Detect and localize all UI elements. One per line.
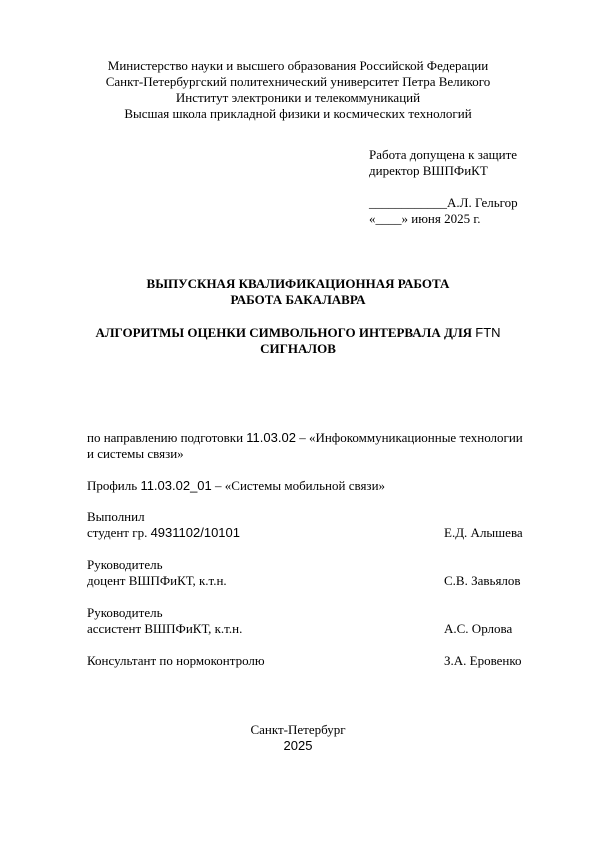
student-position [87, 525, 240, 541]
school-line: Высшая школа прикладной физики и космических технологий [124, 106, 472, 121]
thesis-title-ftn: FTN [475, 325, 501, 340]
supervisor2-position: ассистент ВШПФиКТ, к.т.н. [87, 621, 243, 636]
normcontrol-name: З.А. Еровенко [444, 653, 522, 668]
thesis-title-line2: СИГНАЛОВ [260, 341, 336, 356]
footer-city: Санкт-Петербург [250, 722, 346, 737]
direction-line2: и системы связи» [87, 446, 184, 461]
work-subtype: РАБОТА БАКАЛАВРА [230, 292, 366, 307]
institute-line: Институт электроники и телекоммуникаций [175, 90, 421, 105]
supervisor2-role: Руководитель [87, 605, 163, 620]
ministry-line: Министерство науки и высшего образования Российской Федерации [107, 58, 489, 73]
director-line: директор ВШПФиКТ [369, 163, 488, 178]
profile-prefix: Профиль [87, 478, 141, 493]
student-group: 4931102/10101 [150, 525, 240, 540]
profile-text: – «Системы мобильной связи» [211, 478, 386, 493]
thesis-title-line1 [0, 324, 596, 341]
university-line: Санкт-Петербургский политехнический университет Петра Великого [105, 74, 491, 89]
footer-year: 2025 [283, 738, 313, 753]
supervisor2-name: А.С. Орлова [444, 621, 513, 636]
thesis-title-text: АЛГОРИТМЫ ОЦЕНКИ СИМВОЛЬНОГО ИНТЕРВАЛА ДЛЯ [95, 325, 476, 340]
approval-date: «____» июня 2025 г. [369, 211, 481, 226]
work-type: ВЫПУСКНАЯ КВАЛИФИКАЦИОННАЯ РАБОТА [146, 276, 450, 291]
student-role: Выполнил [87, 509, 145, 524]
student-name: Е.Д. Алышева [444, 525, 523, 540]
director-signature: ____________А.Л. Гельгор [369, 195, 518, 210]
supervisor1-position: доцент ВШПФиКТ, к.т.н. [87, 573, 227, 588]
supervisor1-name: С.В. Завьялов [444, 573, 521, 588]
normcontrol-role: Консультант по нормоконтролю [87, 653, 265, 668]
direction-text: – «Инфокоммуникационные технологии [295, 430, 523, 445]
direction-line1 [87, 430, 523, 446]
supervisor1-role: Руководитель [87, 557, 163, 572]
approval-line: Работа допущена к защите [369, 147, 518, 162]
profile-code: 11.03.02_01 [140, 478, 212, 493]
direction-prefix: по направлению подготовки [87, 430, 247, 445]
direction-code: 11.03.02 [246, 430, 296, 445]
profile-line [87, 478, 385, 494]
student-position-prefix: студент гр. [87, 525, 151, 540]
